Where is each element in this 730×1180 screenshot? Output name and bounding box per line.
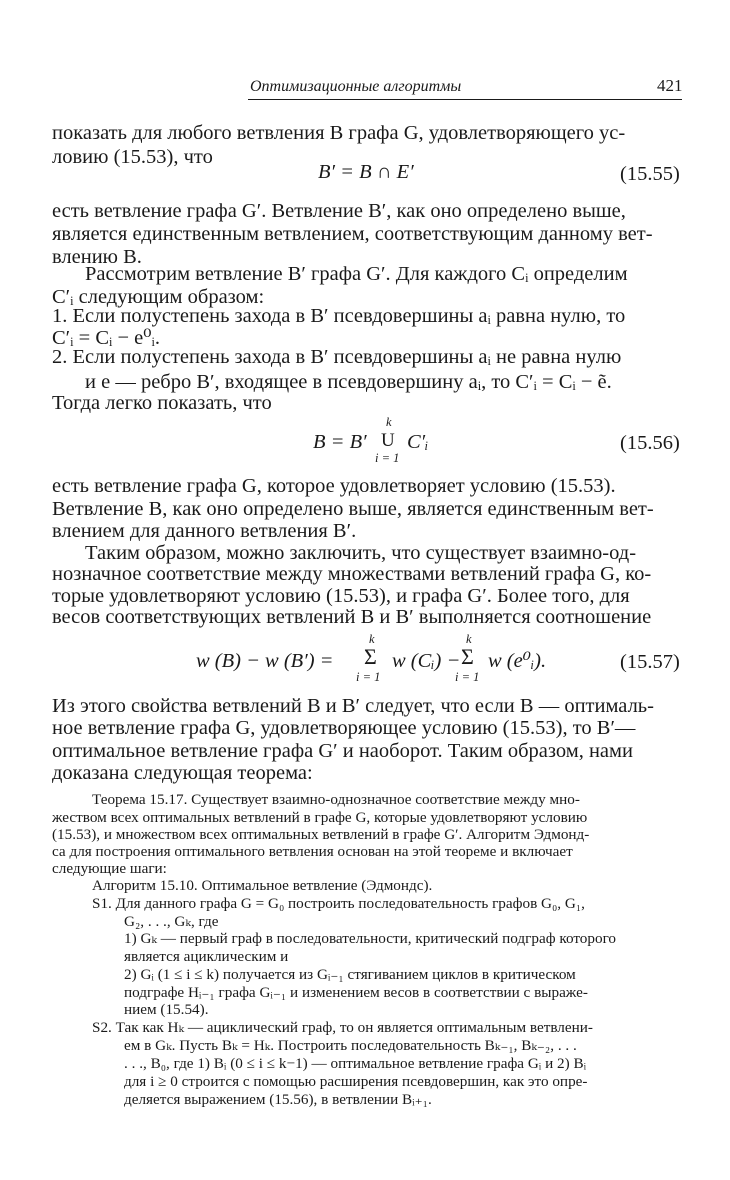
- text-line: C′ᵢ = Cᵢ − e⁰ᵢ.: [52, 327, 160, 349]
- equation-number: (15.55): [620, 163, 680, 185]
- text-line: ловию (15.53), что: [52, 146, 213, 168]
- algorithm-line: подграфе Hᵢ₋₁ графа Gᵢ₋₁ и изменением весов в соответствии с выраже-: [124, 984, 588, 1001]
- algorithm-line: ем в Gₖ. Пусть Bₖ = Hₖ. Построить последовательность Bₖ₋₁, Bₖ₋₂, . . .: [124, 1037, 577, 1054]
- text-line: 2. Если полустепень захода в B′ псевдовершины aᵢ не равна нулю: [52, 346, 622, 368]
- sum-lower-limit: i = 1: [356, 670, 381, 684]
- theorem-line: са для построения оптимального ветвления основан на этой теореме и включает: [52, 843, 573, 860]
- algorithm-line: деляется выражением (15.56), в ветвлении Bᵢ₊₁.: [124, 1091, 432, 1108]
- header-rule: [248, 99, 682, 100]
- theorem-line: (15.53), и множеством всех оптимальных ветвлений в графе G′. Алгоритм Эдмонд-: [52, 826, 590, 843]
- union-operator: U: [381, 430, 395, 451]
- text-line: и e — ребро B′, входящее в псевдовершину aᵢ, то C′ᵢ = Cᵢ − ẽ.: [85, 371, 612, 393]
- text-line: является единственным ветвлением, соответствующим данному вет-: [52, 223, 653, 245]
- sum-lower-limit: i = 1: [455, 670, 480, 684]
- running-title: Оптимизационные алгоритмы: [250, 78, 462, 95]
- text-line: ное ветвление графа G, удовлетворяющее условию (15.53), то B′—: [52, 717, 636, 739]
- text-line: нозначное соответствие между множествами ветвлений графа G, ко-: [52, 563, 652, 585]
- equation-15-57-lhs: w (B) − w (B′) =: [196, 650, 334, 672]
- theorem-line: следующие шаги:: [52, 860, 167, 877]
- equation-15-56-lhs: B = B′: [313, 431, 367, 453]
- theorem-line: Теорема 15.17. Существует взаимно-однозначное соответствие между мно-: [92, 791, 580, 808]
- text-line: Рассмотрим ветвление B′ графа G′. Для каждого Cᵢ определим: [85, 263, 628, 285]
- union-lower-limit: i = 1: [375, 451, 400, 465]
- sum-operator: Σ: [461, 644, 474, 669]
- text-line: 1. Если полустепень захода в B′ псевдовершины aᵢ равна нулю, то: [52, 305, 626, 327]
- text-line: Таким образом, можно заключить, что существует взаимно-од-: [85, 542, 637, 564]
- text-line: торые удовлетворяют условию (15.53), и графа G′. Более того, для: [52, 585, 630, 607]
- page-header: [0, 0, 730, 104]
- equation-number: (15.57): [620, 651, 680, 673]
- equation-15-57-term-2: w (e⁰ᵢ).: [488, 650, 547, 672]
- text-line: есть ветвление графа G, которое удовлетворяет условию (15.53).: [52, 475, 616, 497]
- text-line: есть ветвление графа G′. Ветвление B′, как оно определено выше,: [52, 200, 626, 222]
- sum-operator: Σ: [364, 644, 377, 669]
- algorithm-line: S1. Для данного графа G = G₀ построить последовательность графов G₀, G₁,: [92, 895, 585, 912]
- union-upper-limit: k: [386, 415, 392, 429]
- equation-number: (15.56): [620, 432, 680, 454]
- equation-15-55: B′ = B ∩ E′: [318, 161, 414, 183]
- algorithm-line: для i ≥ 0 строится с помощью расширения псевдовершин, как это опре-: [124, 1073, 588, 1090]
- sum-upper-limit: k: [369, 632, 375, 646]
- algorithm-line: 2) Gᵢ (1 ≤ i ≤ k) получается из Gᵢ₋₁ стягиванием циклов в критическом: [124, 966, 576, 983]
- page-number: 421: [657, 76, 683, 95]
- text-line: Из этого свойства ветвлений B и B′ следует, что если B — оптималь-: [52, 695, 654, 717]
- algorithm-line: S2. Так как Hₖ — ациклический граф, то он является оптимальным ветвлени-: [92, 1019, 593, 1036]
- text-line: оптимальное ветвление графа G′ и наоборот. Таким образом, нами: [52, 740, 633, 762]
- text-line: доказана следующая теорема:: [52, 762, 313, 784]
- text-line: влению B.: [52, 246, 142, 268]
- algorithm-line: . . ., B₀, где 1) Bᵢ (0 ≤ i ≤ k−1) — оптимальное ветвление графа Gᵢ и 2) Bᵢ: [124, 1055, 587, 1072]
- algorithm-line: G₂, . . ., Gₖ, где: [124, 913, 219, 930]
- sum-upper-limit: k: [466, 632, 472, 646]
- text-line: влением для данного ветвления B′.: [52, 520, 357, 542]
- algorithm-line: 1) Gₖ — первый граф в последовательности, критический подграф которого: [124, 930, 617, 947]
- text-line: Тогда легко показать, что: [52, 392, 272, 414]
- equation-15-56-rhs: C′ᵢ: [407, 431, 429, 453]
- algorithm-line: является ациклическим и: [124, 948, 289, 965]
- algorithm-line: нием (15.54).: [124, 1001, 209, 1018]
- text-line: весов соответствующих ветвлений B и B′ выполняется соотношение: [52, 606, 652, 628]
- algorithm-title: Алгоритм 15.10. Оптимальное ветвление (Эдмондс).: [92, 877, 433, 894]
- theorem-line: жеством всех оптимальных ветвлений в графе G, которые удовлетворяют условию: [52, 809, 588, 826]
- text-line: показать для любого ветвления B графа G, удовлетворяющего ус-: [52, 122, 626, 144]
- equation-15-57-term-1: w (Cᵢ) −: [392, 650, 461, 672]
- text-line: C′ᵢ следующим образом:: [52, 286, 265, 308]
- text-line: Ветвление B, как оно определено выше, является единственным вет-: [52, 498, 654, 520]
